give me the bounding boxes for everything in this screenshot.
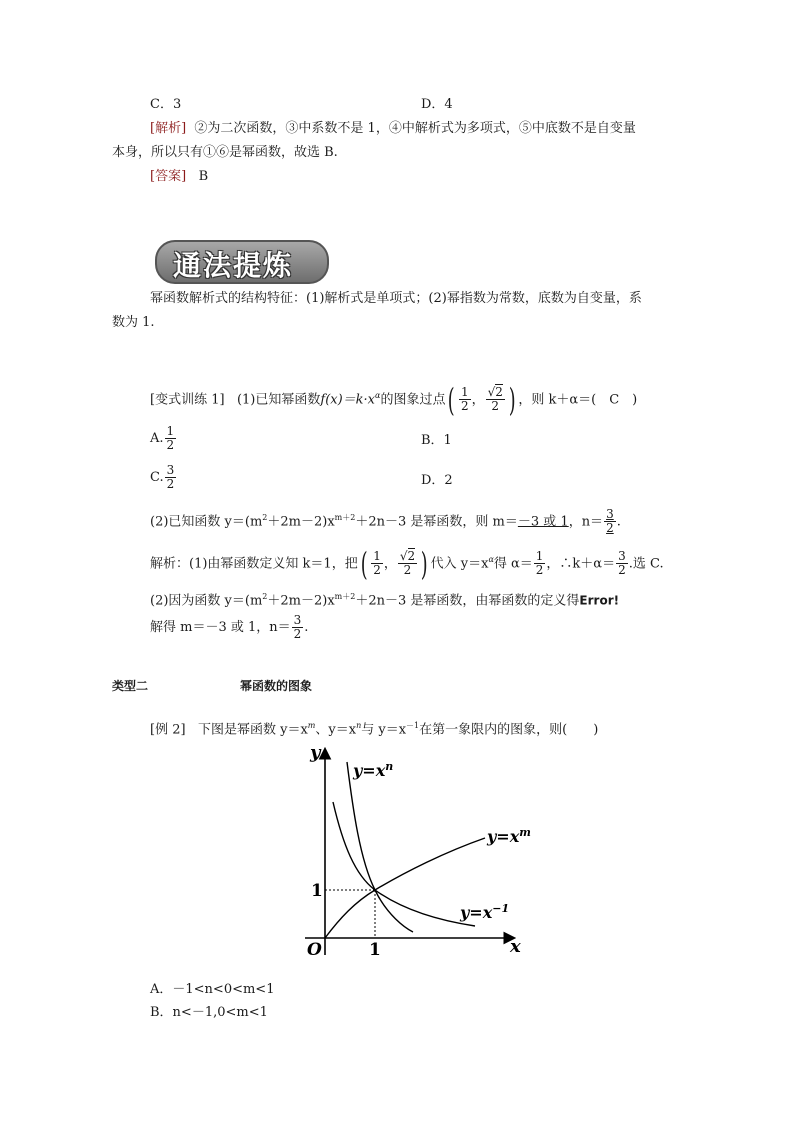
axis-x-label: x — [510, 936, 521, 957]
label-x-neg1: $y=x^{-1}$ — [460, 902, 510, 922]
banner-title: 通法提炼 — [173, 249, 294, 282]
tick-y-1: 1 — [311, 881, 323, 901]
type-label: 类型二 — [112, 679, 149, 693]
variant-option-a: A. $\frac{1}{2}$ — [150, 424, 175, 452]
origin-label: O — [307, 940, 322, 960]
solution-1: 解析：(1)由幂函数定义知 k＝1，把( $\frac{1}{2}$ ， $\frac{√2}{2}$ ) 代入 $y=x^\alpha$得 α＝ $\frac{1}{2}$ ，∴k＋α＝ $\frac{3}{2}$ .选 C. — [150, 544, 664, 583]
analysis-line-2: 本身，所以只有①⑥是幂函数，故选 B. — [112, 145, 338, 160]
variant-question-1: [变式训练 1] (1)已知幂函数$f(x)=k\cdot x^\alpha$的图象过点( $\frac{1}{2}$ ， $\frac{√2}{2}$ ) ，则 k＋α＝( C ) — [150, 380, 638, 419]
option-d: D．4 — [421, 97, 453, 112]
analysis-text: ②为二次函数，③中系数不是 1，④中解析式为多项式，⑤中底数不是自变量 — [194, 121, 636, 136]
answer-tag: [答案] — [150, 169, 187, 184]
variant-option-b: B．1 — [421, 433, 452, 448]
answer-text: B — [198, 169, 209, 184]
answer-line — [150, 167, 208, 187]
point-y-fraction: $\frac{√2}{2}$ — [487, 385, 503, 414]
q1-mid: 的图象过点 — [380, 392, 446, 408]
option-c: C．3 — [150, 97, 182, 112]
example-2-question: [例 2] 下图是幂函数 $y=x^m$、$y=x^n$与 $y=x^{-1}$在第一象限内的图象，则( ) — [150, 721, 599, 738]
label-x-n: $y=x^n$ — [353, 760, 394, 780]
answer-option-a: A．－1<n<0<m<1 — [150, 982, 275, 997]
variant-question-2: (2)已知函数 $y=(m^2+2m-2)x^{m+2}+2n-3$ 是幂函数，则 m＝－3 或 1，n＝ $\frac{3}{2}$ . — [150, 507, 621, 536]
q1-exp: α — [375, 391, 381, 400]
q1-suffix: ，则 k＋α＝( C ) — [518, 392, 638, 408]
q1-func: f(x)＝k·x — [320, 392, 376, 408]
variant-option-d: D．2 — [421, 473, 453, 488]
type-title: 幂函数的图象 — [240, 679, 313, 693]
variant-tag: [变式训练 1] — [150, 392, 225, 408]
q1-prefix: (1)已知幂函数 — [236, 392, 321, 408]
point-x-fraction: $\frac{1}{2}$ — [460, 385, 469, 414]
solution-3: 解得 m＝－3 或 1，n＝ $\frac{3}{2}$ . — [150, 613, 309, 641]
axis-y-label: y — [310, 742, 321, 763]
variant-option-c: C. $\frac{3}{2}$ — [150, 463, 175, 491]
q2-answer-n: $\frac{3}{2}$ — [606, 507, 614, 536]
analysis-line-1 — [150, 119, 636, 139]
tick-x-1: 1 — [369, 940, 381, 960]
method-line-1: 幂函数解析式的结构特征：(1)解析式是单项式；(2)幂指数为常数，底数为自变量，系 — [150, 291, 642, 306]
curve-x-neg1 — [333, 802, 475, 926]
answer-option-b: B．n<－1,0<m<1 — [150, 1005, 268, 1020]
analysis-tag: [解析] — [150, 121, 187, 136]
error-text: Error! — [579, 593, 620, 608]
method-banner — [155, 234, 327, 284]
q2-answer-m: －3 或 1 — [517, 514, 569, 530]
solution-2: (2)因为函数 $y=(m^2+2m-2)x^{m+2}+2n-3$ 是幂函数，由幂函数的定义得Error! — [150, 592, 620, 609]
method-line-2: 数为 1. — [112, 315, 155, 330]
power-function-graph — [295, 740, 535, 965]
label-x-m: $y=x^m$ — [487, 826, 531, 846]
